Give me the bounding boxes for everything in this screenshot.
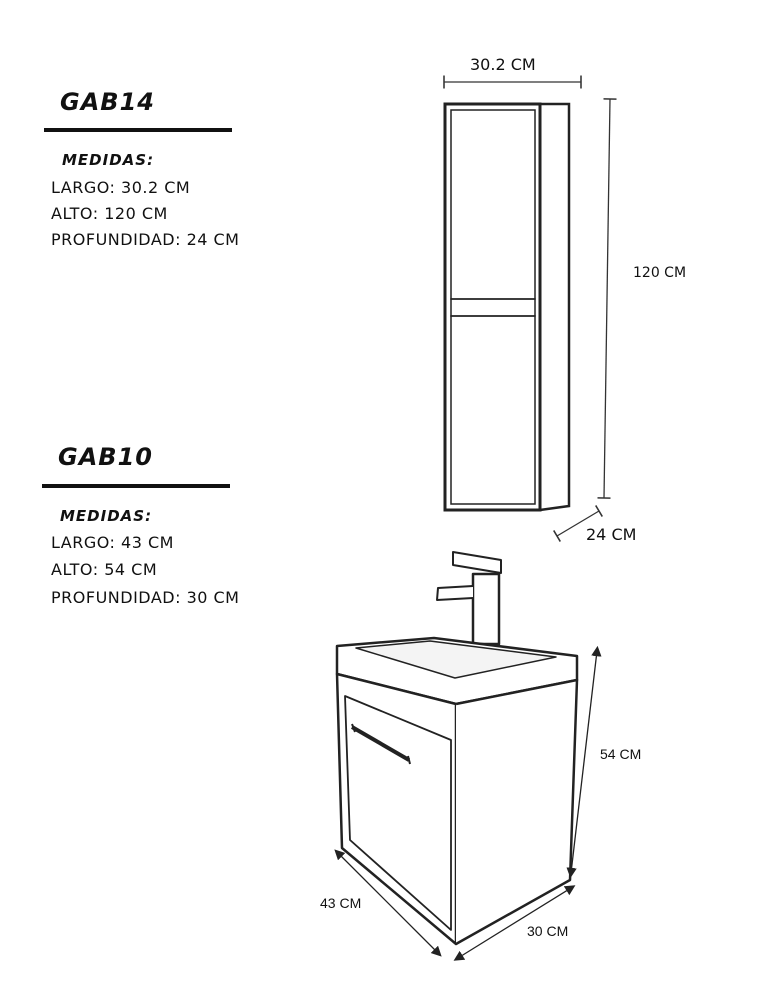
gab10-title: GAB10 — [58, 443, 153, 471]
gab14-spec-largo: LARGO: 30.2 CM — [51, 178, 191, 197]
gab14-spec-alto: ALTO: 120 CM — [51, 204, 168, 223]
gab14-medidas-heading: MEDIDAS: — [62, 151, 155, 169]
gab14-tall-cabinet — [445, 104, 569, 510]
gab10-width-label: 43 CM — [320, 895, 362, 911]
gab10-spec-largo: LARGO: 43 CM — [51, 533, 174, 552]
gab14-depth-label: 24 CM — [586, 525, 637, 544]
gab10-height-label: 54 CM — [600, 746, 642, 762]
gab10-medidas-heading: MEDIDAS: — [60, 507, 153, 525]
gab10-spec-profundidad: PROFUNDIDAD: 30 CM — [51, 588, 240, 607]
gab14-width-label: 30.2 CM — [470, 55, 536, 74]
gab14-title: GAB14 — [60, 88, 155, 116]
gab10-vanity-cabinet — [337, 552, 577, 944]
gab14-height-label: 120 CM — [633, 265, 687, 281]
gab14-dimension-lines — [444, 82, 610, 536]
gab10-spec-alto: ALTO: 54 CM — [51, 560, 158, 579]
gab10-depth-label: 30 CM — [527, 923, 569, 939]
gab14-spec-profundidad: PROFUNDIDAD: 24 CM — [51, 230, 240, 249]
